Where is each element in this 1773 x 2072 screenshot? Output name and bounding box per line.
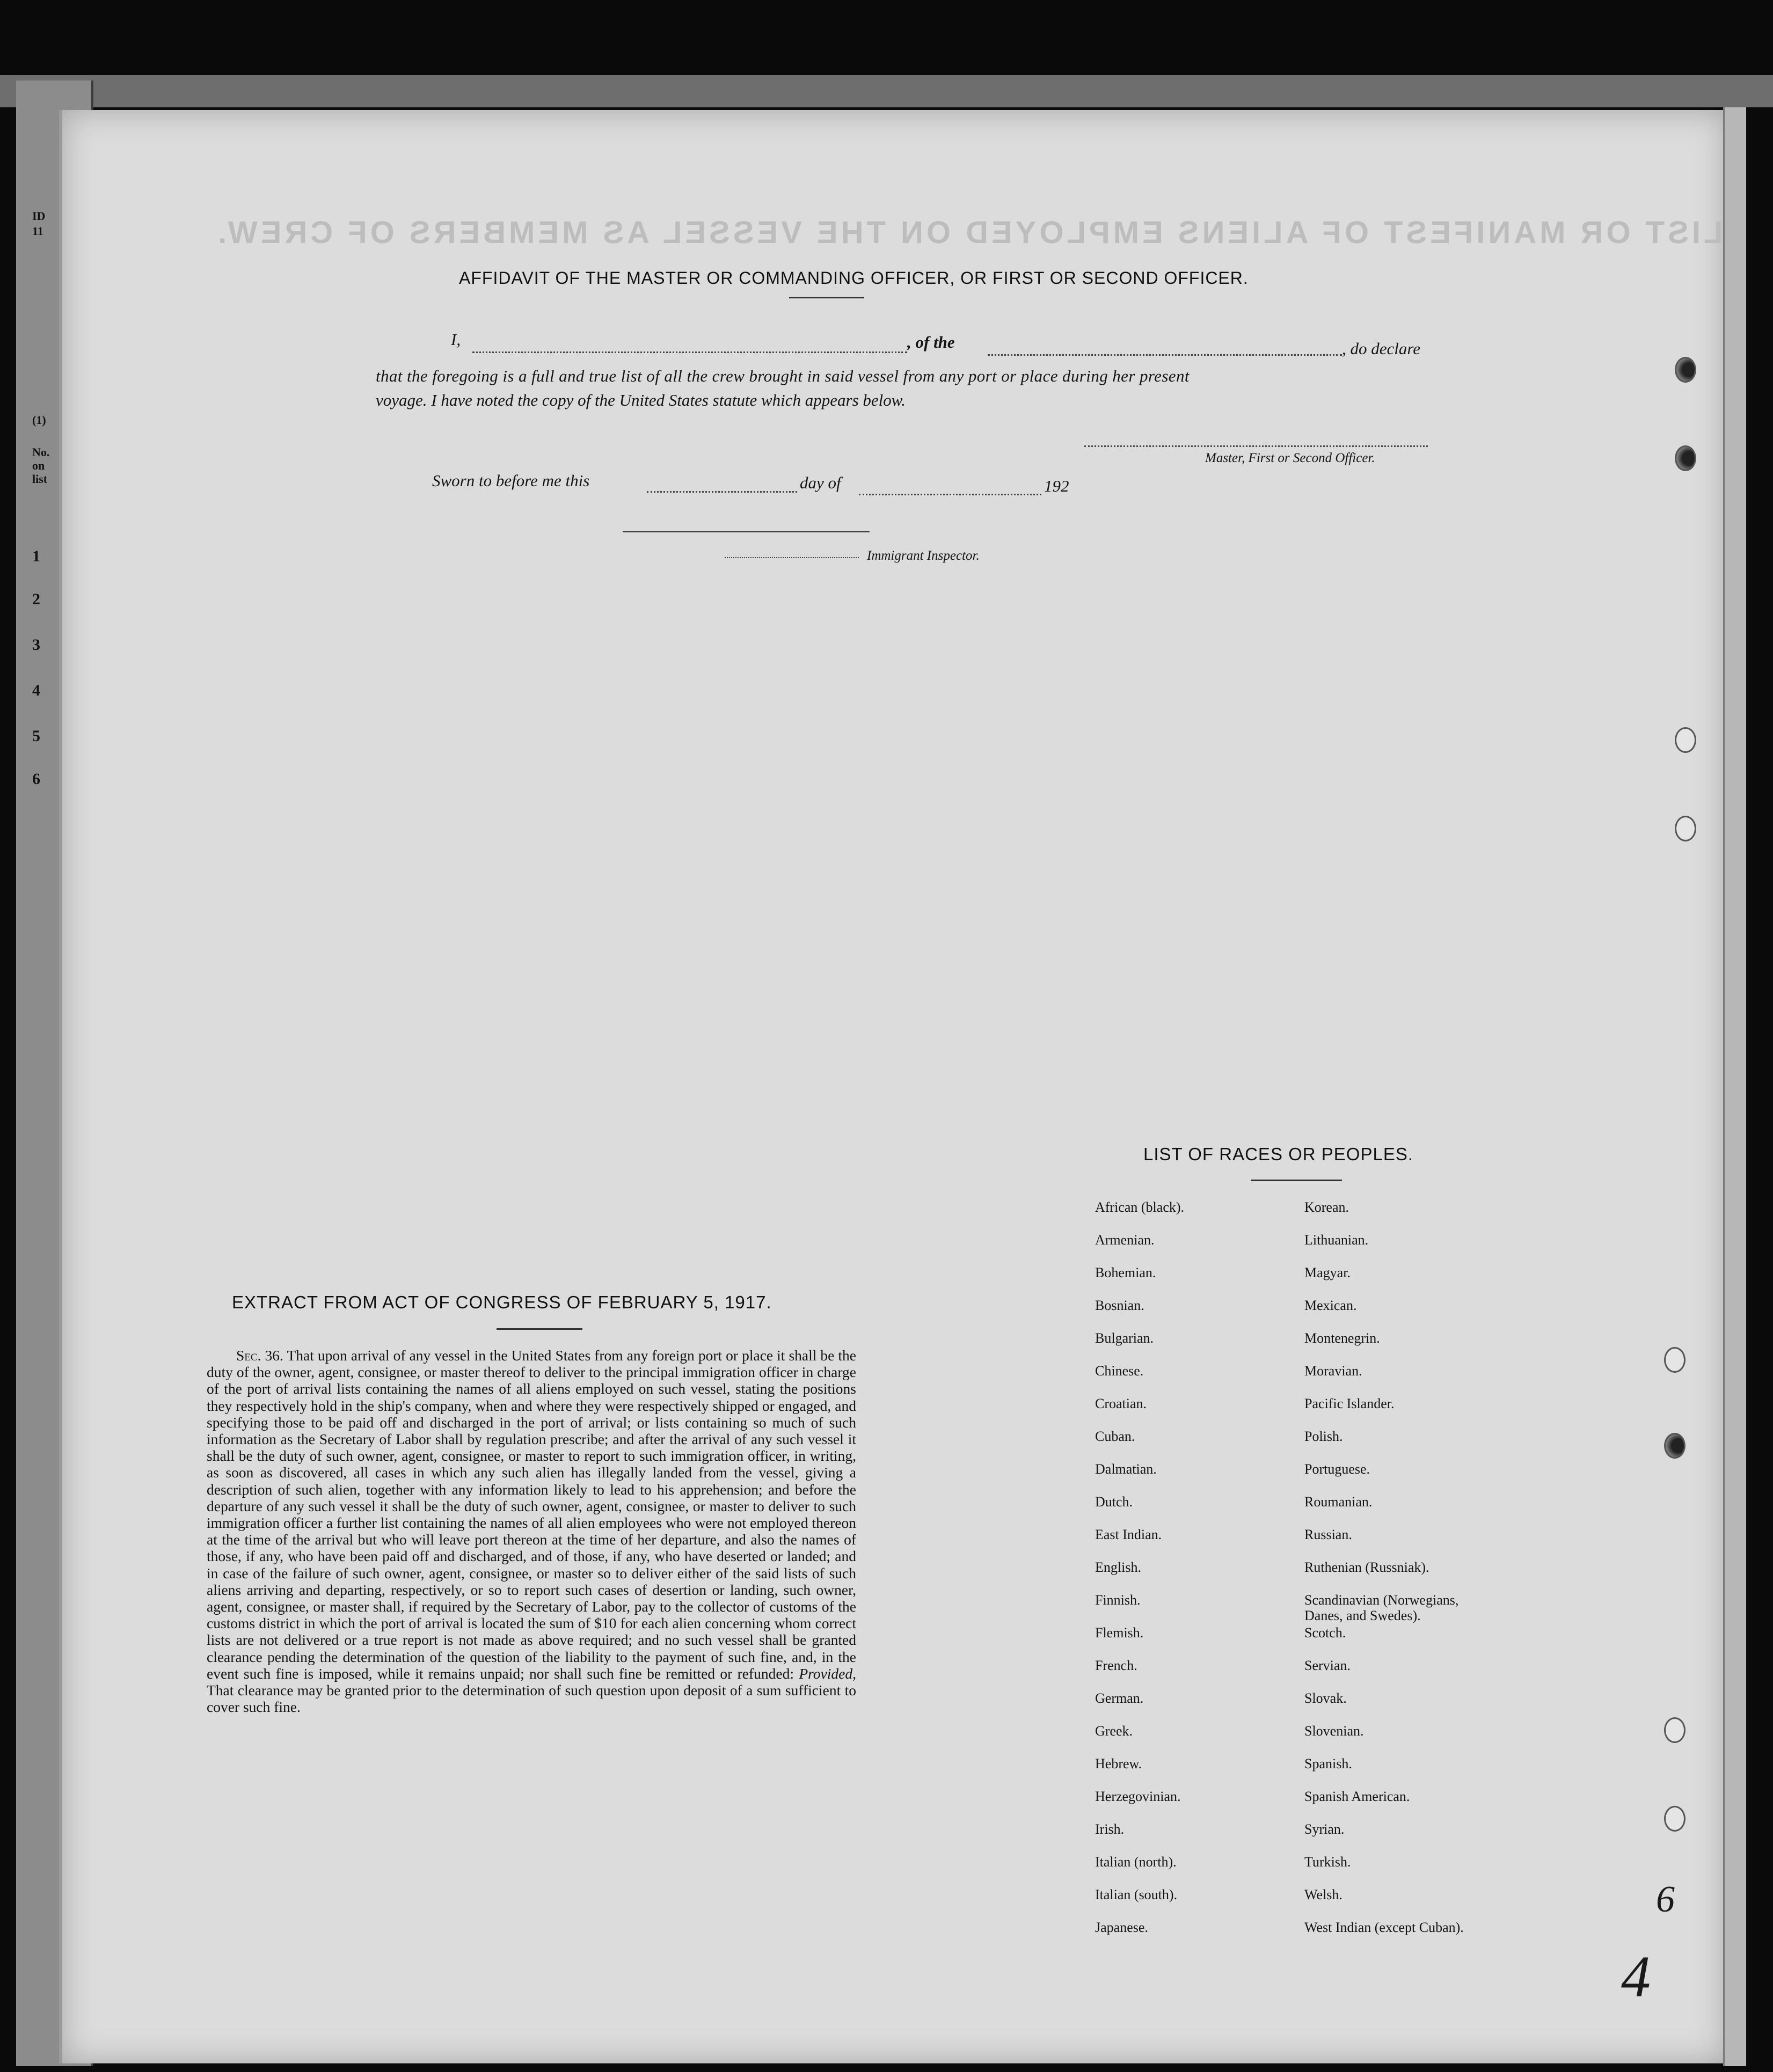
race-right-entry: Servian. — [1304, 1658, 1351, 1673]
race-right-entry: Slovak. — [1304, 1690, 1347, 1706]
name-blank-line — [472, 352, 907, 353]
race-left-entry: East Indian. — [1095, 1527, 1162, 1542]
race-row — [1095, 1658, 1557, 1690]
race-row — [1095, 1396, 1557, 1429]
binder-hole — [1664, 1433, 1686, 1459]
race-row — [1095, 1363, 1557, 1396]
race-right-entry: Spanish American. — [1304, 1789, 1410, 1804]
race-left-entry: Flemish. — [1095, 1625, 1144, 1641]
margin-col-label-1: No. — [32, 445, 50, 459]
race-right-entry: Scotch. — [1304, 1625, 1346, 1641]
race-left-entry: Italian (north). — [1095, 1854, 1177, 1870]
race-row — [1095, 1723, 1557, 1756]
race-row — [1095, 1199, 1557, 1232]
race-row — [1095, 1920, 1557, 1952]
binder-hole — [1675, 357, 1696, 383]
race-right-entry: Polish. — [1304, 1429, 1343, 1444]
race-left-entry: Bulgarian. — [1095, 1330, 1154, 1346]
race-right-entry: Korean. — [1304, 1199, 1349, 1215]
margin-row-number: 4 — [32, 682, 40, 699]
race-left-entry: English. — [1095, 1560, 1141, 1575]
race-row — [1095, 1592, 1557, 1625]
master-signature-caption: Master, First or Second Officer. — [1205, 451, 1375, 465]
race-left-entry: Bosnian. — [1095, 1298, 1144, 1313]
races-title-rule — [1251, 1180, 1342, 1181]
margin-row-number: 3 — [32, 636, 40, 654]
race-right-entry: Spanish. — [1304, 1756, 1352, 1771]
race-right-entry: Roumanian. — [1304, 1494, 1373, 1510]
race-right-entry: Syrian. — [1304, 1821, 1345, 1837]
extract-title-rule — [497, 1328, 582, 1330]
affidavit-title: AFFIDAVIT OF THE MASTER OR COMMANDING OFFICER, OR FIRST OR SECOND OFFICER. — [459, 268, 1249, 288]
race-left-entry: Finnish. — [1095, 1592, 1141, 1608]
race-row — [1095, 1429, 1557, 1461]
binder-hole — [1664, 1806, 1686, 1832]
race-right-entry: Russian. — [1304, 1527, 1352, 1542]
master-signature-line — [1084, 445, 1428, 447]
margin-header-line-1: ID — [32, 209, 46, 223]
race-row — [1095, 1494, 1557, 1527]
binder-hole — [1664, 1717, 1686, 1743]
race-left-entry: Irish. — [1095, 1821, 1125, 1837]
vessel-blank-line — [988, 354, 1342, 356]
race-left-entry: Cuban. — [1095, 1429, 1135, 1444]
race-left-entry: Italian (south). — [1095, 1887, 1178, 1902]
race-row — [1095, 1690, 1557, 1723]
handwritten-number: 4 — [1621, 1944, 1651, 2009]
page-right-edge — [1723, 107, 1746, 2066]
sworn-day-of: day of — [800, 473, 841, 492]
affidavit-line-3: voyage. I have noted the copy of the United States statute which appears below. — [376, 391, 906, 409]
race-row — [1095, 1232, 1557, 1265]
binder-hole — [1675, 445, 1696, 471]
statute-section-label: Sec. 36. — [236, 1347, 283, 1364]
race-right-entry: Ruthenian (Russniak). — [1304, 1560, 1429, 1575]
margin-row-number: 6 — [32, 770, 40, 788]
margin-row-number: 5 — [32, 727, 40, 745]
race-row — [1095, 1887, 1557, 1920]
inspector-caption: Immigrant Inspector. — [867, 548, 980, 563]
race-left-entry: Japanese. — [1095, 1920, 1148, 1935]
race-row — [1095, 1821, 1557, 1854]
race-row — [1095, 1560, 1557, 1592]
race-row — [1095, 1854, 1557, 1887]
race-row — [1095, 1265, 1557, 1298]
race-left-entry: Croatian. — [1095, 1396, 1147, 1411]
affidavit-do-declare: , do declare — [1342, 339, 1421, 358]
statute-text — [207, 1347, 856, 1715]
race-right-entry: Mexican. — [1304, 1298, 1357, 1313]
race-row — [1095, 1298, 1557, 1330]
margin-col-label-2: on — [32, 459, 45, 472]
race-row — [1095, 1625, 1557, 1658]
race-right-entry: Welsh. — [1304, 1887, 1342, 1902]
race-right-entry: Slovenian. — [1304, 1723, 1364, 1739]
margin-col-number: (1) — [32, 413, 46, 427]
sworn-month-blank — [859, 494, 1041, 495]
race-left-entry: French. — [1095, 1658, 1137, 1673]
race-row — [1095, 1756, 1557, 1789]
affidavit-i: I, — [451, 330, 461, 349]
race-left-entry: German. — [1095, 1690, 1144, 1706]
underlying-sheet-top — [0, 75, 1773, 107]
race-left-entry: Greek. — [1095, 1723, 1133, 1739]
statute-body: That upon arrival of any vessel in the United States from any foreign port or place it shall be the duty of the owner, agent, consignee, or master thereof to deliver to the principal immigration officer in charge of the port of arrival lists containing the names of all aliens employed on such vessel, stating the positions they respectively hold in the ship's company, when and where they were respectively shipped or engaged, and specifying those to be paid off and discharged in the port of arrival; or lists containing so much of such information as the Secretary of Labor shall by regulation prescribe; and after the arrival of any such vessel it shall be the duty of such owner, agent, consignee, or master to report to such immigration officer, in writing, as soon as discovered, all cases in which any such alien has illegally landed from the vessel, giving a description of such alien, together with any information likely to lead to his apprehension; and before the departure of any such vessel it shall be the duty of such owner, agent, consignee, or master to deliver to such immigration officer a further list containing the names of all alien employees who were not employed thereon at the time of the arrival but who will leave port thereon at the time of her departure, and also the names of those, if any, who have been paid off and discharged, and of those, if any, who have deserted or landed; and in case of the failure of such owner, agent, consignee, or master so to deliver either of the said lists of such aliens arriving and departing, respectively, or so to report such cases of desertion or landing, such owner, agent, consignee, or master shall, if required by the Secretary of Labor, pay to the collector of customs of the customs district in which the port of arrival is located the sum of $10 for each alien concerning whom correct lists are not delivered or a true report is not made as above required; and no such vessel shall be granted clearance pending the determination of the question of the liability to the payment of such fine, and, in the event such fine is imposed, while it remains unpaid; nor shall such fine be remitted or refunded: — [207, 1347, 856, 1682]
margin-row-number: 1 — [32, 547, 40, 565]
inspector-dotted-line — [725, 557, 859, 558]
affidavit-line-2: that the foregoing is a full and true list of all the crew brought in said vessel from any port or place during her present — [376, 367, 1190, 385]
affidavit-of-the: , of the — [907, 333, 955, 352]
race-right-entry: West Indian (except Cuban). — [1304, 1920, 1464, 1935]
race-left-entry: Chinese. — [1095, 1363, 1144, 1379]
inspector-signature-line — [623, 531, 870, 532]
race-right-entry: Lithuanian. — [1304, 1232, 1369, 1248]
margin-col-label-3: list — [32, 472, 48, 486]
race-left-entry: Dalmatian. — [1095, 1461, 1157, 1477]
statute-provided: Provided, — [799, 1665, 857, 1682]
race-right-entry: Scandinavian (Norwegians, Danes, and Swedes). — [1304, 1592, 1459, 1623]
race-row — [1095, 1527, 1557, 1560]
sworn-day-blank — [647, 491, 797, 493]
race-right-entry: Turkish. — [1304, 1854, 1351, 1870]
race-row — [1095, 1789, 1557, 1821]
extract-title: EXTRACT FROM ACT OF CONGRESS OF FEBRUARY 5, 1917. — [232, 1292, 772, 1312]
margin-header-line-2: 11 — [32, 224, 43, 238]
margin-row-number: 2 — [32, 590, 40, 608]
race-left-entry: Herzegovinian. — [1095, 1789, 1181, 1804]
race-row — [1095, 1461, 1557, 1494]
race-left-entry: Dutch. — [1095, 1494, 1133, 1510]
race-left-entry: African (black). — [1095, 1199, 1185, 1215]
race-right-entry: Magyar. — [1304, 1265, 1351, 1280]
handwritten-number: 6 — [1656, 1879, 1675, 1920]
race-left-entry: Hebrew. — [1095, 1756, 1142, 1771]
sworn-year: 192 — [1044, 477, 1069, 495]
affidavit-title-rule — [789, 297, 864, 298]
race-right-entry: Pacific Islander. — [1304, 1396, 1395, 1411]
races-title: LIST OF RACES OR PEOPLES. — [1143, 1144, 1414, 1164]
statute-body-end: That clearance may be granted prior to the determination of such question upon deposit of a sum sufficient to cover such fine. — [207, 1682, 856, 1716]
race-row — [1095, 1330, 1557, 1363]
races-list — [1095, 1199, 1557, 1952]
binder-hole — [1675, 816, 1696, 841]
sworn-prefix: Sworn to before me this — [432, 471, 590, 490]
race-left-entry: Armenian. — [1095, 1232, 1155, 1248]
race-right-entry: Moravian. — [1304, 1363, 1362, 1379]
binder-hole — [1664, 1347, 1686, 1373]
bleed-through-header: LIST OR MANIFEST OF ALIENS EMPLOYED ON THE VESSEL AS MEMBERS OF CREW. — [215, 215, 1723, 250]
race-right-entry: Montenegrin. — [1304, 1330, 1380, 1346]
race-left-entry: Bohemian. — [1095, 1265, 1156, 1280]
binder-hole — [1675, 727, 1696, 753]
race-right-entry: Portuguese. — [1304, 1461, 1370, 1477]
